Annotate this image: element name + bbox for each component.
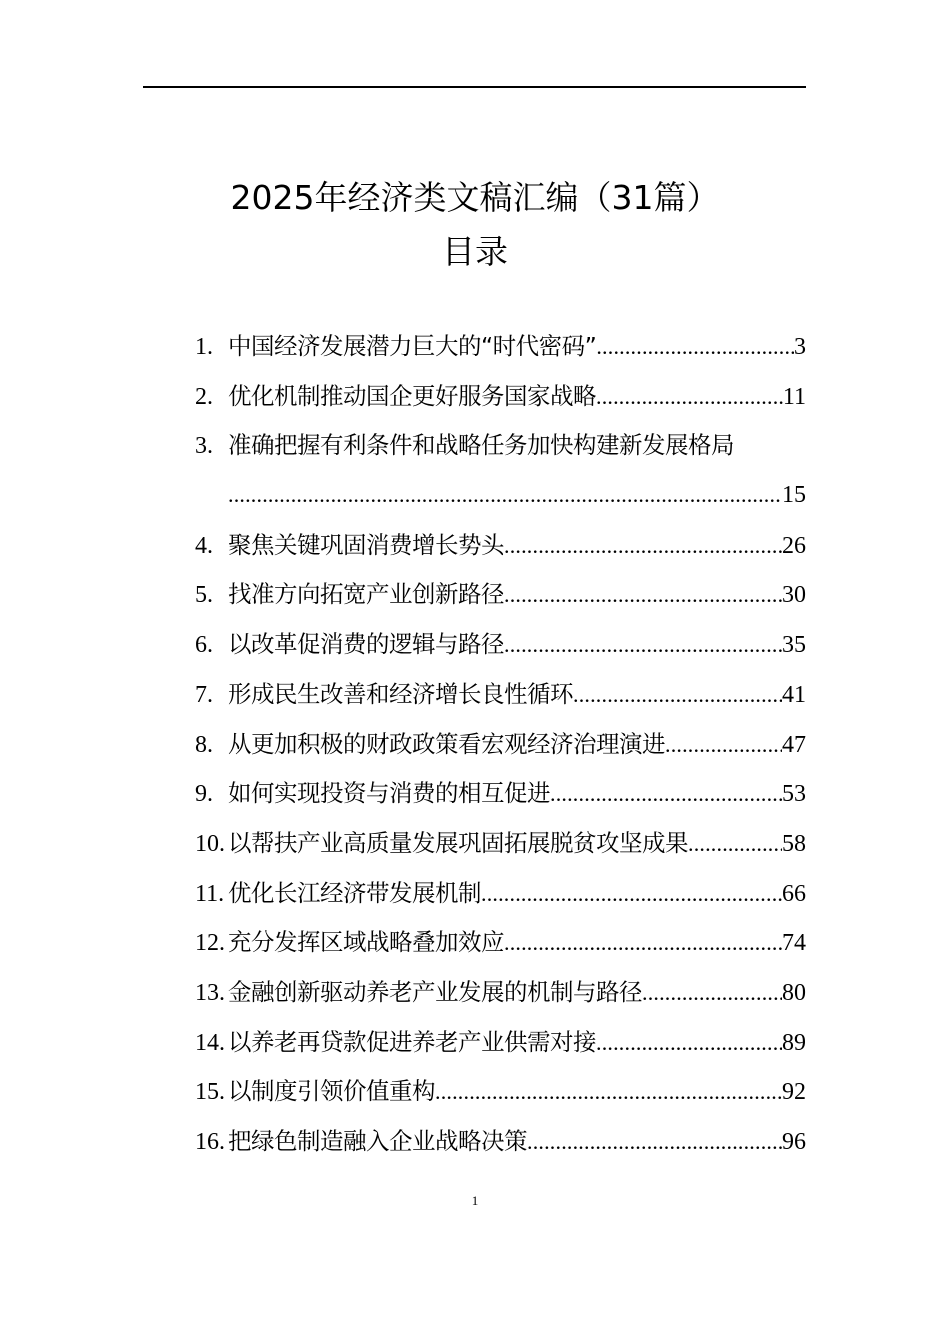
toc-entry-title[interactable]: 从更加积极的财政政策看宏观经济治理演进 [228,729,665,758]
toc-entry[interactable] [195,525,806,575]
toc-entry-page[interactable]: 11 [782,383,806,410]
toc-entry-title[interactable]: 找准方向拓宽产业创新路径 [228,580,504,609]
dot-leader [527,1122,782,1162]
dot-leader [550,774,782,814]
toc-entry-number: 1. [195,334,213,360]
dot-leader [573,675,782,715]
toc-entry-number: 11. [195,880,225,907]
toc-entry-number: 2. [195,383,213,410]
toc-entry-title[interactable]: 把绿色制造融入企业战略决策 [228,1127,527,1155]
toc-entry-page[interactable]: 96 [782,1129,806,1155]
toc-entry[interactable] [195,972,806,1022]
toc-entry[interactable] [195,1071,806,1121]
toc-entry-title[interactable]: 以养老再贷款促进养老产业供需对接 [228,1027,596,1056]
toc-entry-number: 12. [195,930,225,957]
toc-entry-title[interactable]: 聚焦关键巩固消费增长势头 [228,530,504,559]
toc-entry-page[interactable]: 92 [782,1079,806,1106]
toc-entry-title[interactable]: 金融创新驱动养老产业发展的机制与路径 [228,977,642,1006]
toc-entry-page[interactable]: 89 [782,1029,806,1056]
toc-entry[interactable] [195,574,806,624]
table-of-contents [195,326,806,1171]
toc-entry-page[interactable]: 74 [782,930,806,957]
header-rule [143,86,806,88]
dot-leader [596,1023,782,1063]
toc-entry-title[interactable]: 优化机制推动国企更好服务国家战略 [228,381,596,410]
toc-entry-page[interactable]: 15 [782,482,806,509]
dot-leader [228,475,782,515]
toc-entry-number: 14. [195,1029,225,1056]
toc-entry-number: 16. [195,1129,225,1155]
dot-leader [596,377,783,417]
dot-leader [504,526,782,566]
toc-entry[interactable] [195,624,806,674]
dot-leader [504,923,782,963]
toc-entry-title[interactable]: 如何实现投资与消费的相互促进 [228,779,550,808]
toc-entry-page[interactable]: 41 [782,681,806,708]
toc-entry-page[interactable]: 30 [782,582,806,609]
toc-entry-number: 9. [195,781,213,808]
toc-entry-number: 15. [195,1079,225,1106]
toc-entry[interactable] [195,773,806,823]
toc-entry-title[interactable]: 以制度引领价值重构 [228,1077,435,1106]
toc-entry-number: 8. [195,731,213,758]
toc-entry-number: 4. [195,532,213,559]
toc-entry-number: 7. [195,681,213,708]
toc-entry-page[interactable]: 80 [782,979,806,1006]
toc-entry[interactable] [195,376,806,426]
toc-entry[interactable] [195,724,806,774]
dot-leader [481,874,782,914]
dot-leader [642,973,782,1013]
toc-entry-number: 13. [195,979,225,1006]
toc-entry[interactable] [195,326,806,376]
dot-leader [596,327,794,367]
toc-entry-page[interactable]: 26 [782,532,806,559]
toc-entry-title[interactable]: 形成民生改善和经济增长良性循环 [228,679,573,708]
toc-entry[interactable] [195,823,806,873]
toc-entry-number: 6. [195,632,213,659]
dot-leader [504,625,782,665]
dot-leader [688,824,782,864]
toc-heading: 目录 [442,232,508,271]
page-number: 1 [471,1193,479,1208]
document-title: 2025年经济类文稿汇编（31篇） [230,178,720,217]
toc-entry-number: 10. [195,830,225,857]
toc-entry-title[interactable]: 中国经济发展潜力巨大的“时代密码” [228,332,597,360]
toc-entry-title[interactable]: 以改革促消费的逻辑与路径 [228,630,504,659]
toc-entry[interactable] [195,1022,806,1072]
toc-entry[interactable] [195,873,806,923]
toc-entry-title[interactable]: 以帮扶产业高质量发展巩固拓展脱贫攻坚成果 [228,828,688,857]
toc-entry-page[interactable]: 47 [782,731,806,758]
toc-entry-continuation[interactable] [195,475,806,525]
toc-entry-number: 5. [195,582,213,609]
dot-leader [435,1072,782,1112]
dot-leader [665,725,782,765]
toc-entry[interactable] [195,674,806,724]
toc-entry[interactable] [195,425,806,475]
toc-entry-title[interactable]: 优化长江经济带发展机制 [228,878,481,907]
toc-entry-page[interactable]: 3 [794,334,806,360]
toc-entry-page[interactable]: 53 [782,781,806,808]
toc-entry-page[interactable]: 58 [782,830,806,857]
toc-entry-title[interactable]: 充分发挥区域战略叠加效应 [228,928,504,957]
toc-entry-page[interactable]: 66 [782,880,806,907]
dot-leader [504,575,782,615]
toc-entry-page[interactable]: 35 [782,632,806,659]
toc-entry[interactable] [195,1121,806,1171]
toc-entry[interactable] [195,922,806,972]
toc-entry-number: 3. [195,433,213,460]
toc-entry-title[interactable]: 准确把握有利条件和战略任务加快构建新发展格局 [228,431,734,460]
